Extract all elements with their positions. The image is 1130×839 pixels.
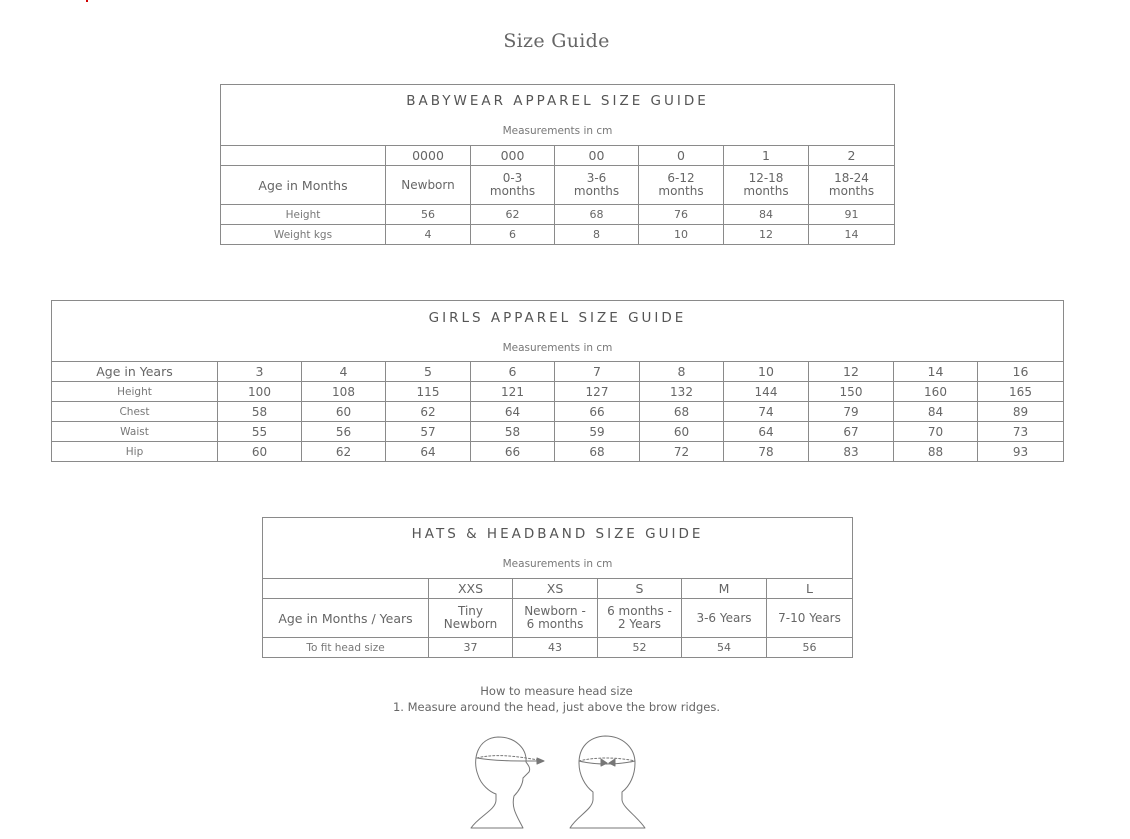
row-label: Hip [52,442,218,462]
table-row [221,146,895,166]
row-label: Height [52,382,218,402]
value-cell: 59 [555,422,640,442]
table-row [52,382,1064,402]
table-row [52,402,1064,422]
age-cell: 18-24 months [809,166,895,205]
value-cell: 84 [724,205,809,225]
age-cell: 10 [724,362,809,382]
size-cell: 000 [471,146,555,166]
row-label: Chest [52,402,218,422]
age-cell: 6 months - 2 Years [598,599,682,638]
value-cell: 108 [302,382,386,402]
value-cell: 83 [809,442,894,462]
table-row [221,225,895,245]
table-row [52,442,1064,462]
value-cell: 14 [809,225,895,245]
size-cell: 00 [555,146,639,166]
babywear-size-table [220,84,895,245]
value-cell: 62 [386,402,471,422]
age-cell: 12-18 months [724,166,809,205]
table-row [52,362,1064,382]
measure-step: 1. Measure around the head, just above the brow ridges. [392,700,720,714]
value-cell: 76 [639,205,724,225]
value-cell: 93 [978,442,1064,462]
value-cell: 84 [894,402,978,422]
size-cell: M [682,579,767,599]
girls-title: GIRLS APPAREL SIZE GUIDE [52,301,1064,336]
hats-title: HATS & HEADBAND SIZE GUIDE [263,518,853,551]
head-measuring-illustration-icon [465,728,655,833]
value-cell: 57 [386,422,471,442]
value-cell: 64 [471,402,555,422]
value-cell: 43 [513,638,598,658]
babywear-title: BABYWEAR APPAREL SIZE GUIDE [221,85,895,118]
value-cell: 144 [724,382,809,402]
age-cell: 6 [471,362,555,382]
value-cell: 132 [640,382,724,402]
row-label: Height [221,205,386,225]
size-cell: 1 [724,146,809,166]
value-cell: 74 [724,402,809,422]
value-cell: 54 [682,638,767,658]
value-cell: 67 [809,422,894,442]
size-cell: L [767,579,853,599]
age-cell: Newborn - 6 months [513,599,598,638]
age-cell: Newborn [386,166,471,205]
table-row [263,599,853,638]
value-cell: 68 [555,205,639,225]
age-cell: 3-6 Years [682,599,767,638]
size-cell: S [598,579,682,599]
hats-subtitle: Measurements in cm [263,550,853,579]
value-cell: 6 [471,225,555,245]
value-cell: 127 [555,382,640,402]
value-cell: 12 [724,225,809,245]
girls-subtitle: Measurements in cm [52,335,1064,362]
value-cell: 52 [598,638,682,658]
value-cell: 4 [386,225,471,245]
row-label: Waist [52,422,218,442]
age-cell: 3 [218,362,302,382]
value-cell: 10 [639,225,724,245]
value-cell: 70 [894,422,978,442]
row-label: Weight kgs [221,225,386,245]
age-cell: 7-10 Years [767,599,853,638]
value-cell: 72 [640,442,724,462]
value-cell: 150 [809,382,894,402]
value-cell: 73 [978,422,1064,442]
age-cell: 14 [894,362,978,382]
age-cell: Tiny Newborn [429,599,513,638]
babywear-subtitle: Measurements in cm [221,117,895,146]
age-cell: 16 [978,362,1064,382]
value-cell: 58 [471,422,555,442]
value-cell: 55 [218,422,302,442]
value-cell: 60 [302,402,386,422]
size-cell: XXS [429,579,513,599]
age-cell: 4 [302,362,386,382]
value-cell: 60 [218,442,302,462]
page-title: Size Guide [503,30,610,52]
age-cell: 3-6 months [555,166,639,205]
value-cell: 60 [640,422,724,442]
value-cell: 8 [555,225,639,245]
value-cell: 66 [555,402,640,422]
row-label: Age in Years [52,362,218,382]
value-cell: 58 [218,402,302,422]
value-cell: 165 [978,382,1064,402]
value-cell: 62 [302,442,386,462]
size-cell: 2 [809,146,895,166]
table-row [221,166,895,205]
measure-instructions [0,683,1113,715]
value-cell: 37 [429,638,513,658]
value-cell: 56 [386,205,471,225]
value-cell: 56 [767,638,853,658]
value-cell: 88 [894,442,978,462]
table-row [221,205,895,225]
size-cell: 0 [639,146,724,166]
value-cell: 121 [471,382,555,402]
value-cell: 91 [809,205,895,225]
age-cell: 5 [386,362,471,382]
row-label: Age in Months [221,166,386,205]
value-cell: 66 [471,442,555,462]
table-row [263,579,853,599]
row-label: To fit head size [263,638,429,658]
empty-cell [221,146,386,166]
table-row [52,422,1064,442]
row-label: Age in Months / Years [263,599,429,638]
value-cell: 115 [386,382,471,402]
age-cell: 0-3 months [471,166,555,205]
value-cell: 78 [724,442,809,462]
value-cell: 160 [894,382,978,402]
size-cell: XS [513,579,598,599]
value-cell: 68 [555,442,640,462]
measure-heading: How to measure head size [480,684,633,698]
girls-size-table [51,300,1064,462]
size-cell: 0000 [386,146,471,166]
hats-size-table [262,517,853,658]
value-cell: 64 [724,422,809,442]
empty-cell [263,579,429,599]
value-cell: 68 [640,402,724,422]
value-cell: 79 [809,402,894,422]
age-cell: 6-12 months [639,166,724,205]
table-row [263,638,853,658]
value-cell: 56 [302,422,386,442]
value-cell: 100 [218,382,302,402]
age-cell: 8 [640,362,724,382]
value-cell: 62 [471,205,555,225]
age-cell: 12 [809,362,894,382]
corner-mark [86,0,88,2]
age-cell: 7 [555,362,640,382]
value-cell: 89 [978,402,1064,422]
value-cell: 64 [386,442,471,462]
